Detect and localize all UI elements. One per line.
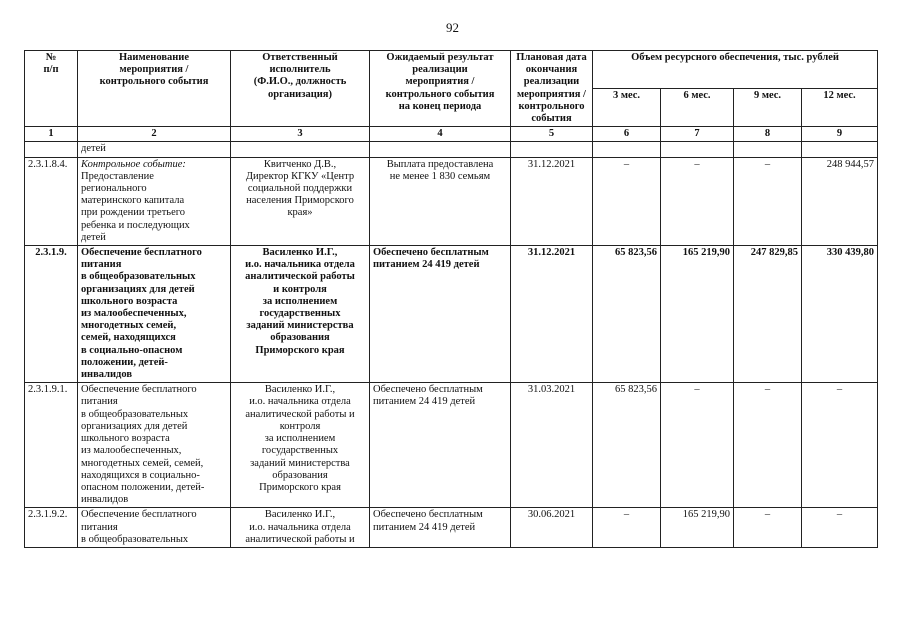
table-row (25, 508, 878, 548)
row-3-months: – (593, 157, 661, 245)
row-result: Выплата предоставлена не менее 1 830 семьям (370, 157, 511, 245)
column-number: 1 (25, 127, 78, 142)
row-name: Обеспечение бесплатного питания в общеобразовательных организациях для детей школьного возраста из малообеспеченных, многодетных семей, семей, находящихся в социально-опасном положении, детей- инвалидов (78, 246, 231, 383)
column-number: 8 (734, 127, 802, 142)
row-name: Обеспечение бесплатного питания в общеобразовательных (78, 508, 231, 548)
header-6-months: 6 мес. (661, 89, 734, 127)
row-name: детей (78, 142, 231, 157)
header-9-months: 9 мес. (734, 89, 802, 127)
row-result: Обеспечено бесплатным питанием 24 419 детей (370, 383, 511, 508)
row-12-months: 248 944,57 (802, 157, 878, 245)
column-numbers-row (25, 127, 878, 142)
row-name: Обеспечение бесплатного питания в общеобразовательных организациях для детей школьного возраста из малообеспеченных, многодетных семей, семей, находящихся в социально- опасном положении, детей- инвалидов (78, 383, 231, 508)
table-row (25, 142, 878, 157)
row-number: 2.3.1.8.4. (25, 157, 78, 245)
column-number: 7 (661, 127, 734, 142)
row-12-months (802, 142, 878, 157)
row-date: 31.12.2021 (511, 157, 593, 245)
row-result: Обеспечено бесплатным питанием 24 419 детей (370, 246, 511, 383)
row-name: Предоставление регионального материнского капитала при рождении третьего ребенка и последующих детей (81, 170, 190, 243)
row-number: 2.3.1.9. (25, 246, 78, 383)
row-name-cell (78, 157, 231, 245)
row-responsible: Василенко И.Г., и.о. начальника отдела аналитической работы и контроля за исполнением государственных заданий министерства образования Приморского края (231, 246, 370, 383)
column-number: 2 (78, 127, 231, 142)
row-responsible: Василенко И.Г., и.о. начальника отдела аналитической работы и (231, 508, 370, 548)
row-responsible: Квитченко Д.В., Директор КГКУ «Центр социальной поддержки населения Приморского края» (231, 157, 370, 245)
row-number (25, 142, 78, 157)
control-event-label: Контрольное событие: (81, 158, 186, 170)
header-result: Ожидаемый результат реализации мероприятия / контрольного события на конец периода (370, 51, 511, 127)
table-row (25, 383, 878, 508)
row-12-months: – (802, 383, 878, 508)
header-name: Наименование мероприятия / контрольного события (78, 51, 231, 127)
column-number: 6 (593, 127, 661, 142)
row-number: 2.3.1.9.2. (25, 508, 78, 548)
table-row (25, 157, 878, 245)
row-9-months: – (734, 157, 802, 245)
row-3-months: – (593, 508, 661, 548)
row-3-months: 65 823,56 (593, 383, 661, 508)
header-3-months: 3 мес. (593, 89, 661, 127)
row-result (370, 142, 511, 157)
column-number: 3 (231, 127, 370, 142)
row-12-months: 330 439,80 (802, 246, 878, 383)
row-date (511, 142, 593, 157)
row-6-months: 165 219,90 (661, 246, 734, 383)
row-9-months: 247 829,85 (734, 246, 802, 383)
row-result: Обеспечено бесплатным питанием 24 419 детей (370, 508, 511, 548)
row-date: 30.06.2021 (511, 508, 593, 548)
column-number: 5 (511, 127, 593, 142)
header-12-months: 12 мес. (802, 89, 878, 127)
header-responsible: Ответственный исполнитель (Ф.И.О., должность организация) (231, 51, 370, 127)
row-9-months: – (734, 508, 802, 548)
row-date: 31.12.2021 (511, 246, 593, 383)
table-row-summary (25, 246, 878, 383)
activity-plan-table (24, 50, 878, 548)
column-number: 4 (370, 127, 511, 142)
row-number: 2.3.1.9.1. (25, 383, 78, 508)
row-9-months: – (734, 383, 802, 508)
row-responsible: Василенко И.Г., и.о. начальника отдела аналитической работы и контроля за исполнением государственных заданий министерства образования Приморского края (231, 383, 370, 508)
row-12-months: – (802, 508, 878, 548)
row-3-months (593, 142, 661, 157)
header-date: Плановая дата окончания реализации мероприятия / контрольного события (511, 51, 593, 127)
row-date: 31.03.2021 (511, 383, 593, 508)
row-9-months (734, 142, 802, 157)
header-num: № п/п (25, 51, 78, 127)
header-resources: Объем ресурсного обеспечения, тыс. рублей (593, 51, 878, 89)
header-row-top (25, 51, 878, 89)
row-3-months: 65 823,56 (593, 246, 661, 383)
row-6-months: – (661, 157, 734, 245)
row-6-months (661, 142, 734, 157)
row-responsible (231, 142, 370, 157)
page-number: 92 (446, 20, 459, 35)
column-number: 9 (802, 127, 878, 142)
row-6-months: 165 219,90 (661, 508, 734, 548)
row-6-months: – (661, 383, 734, 508)
